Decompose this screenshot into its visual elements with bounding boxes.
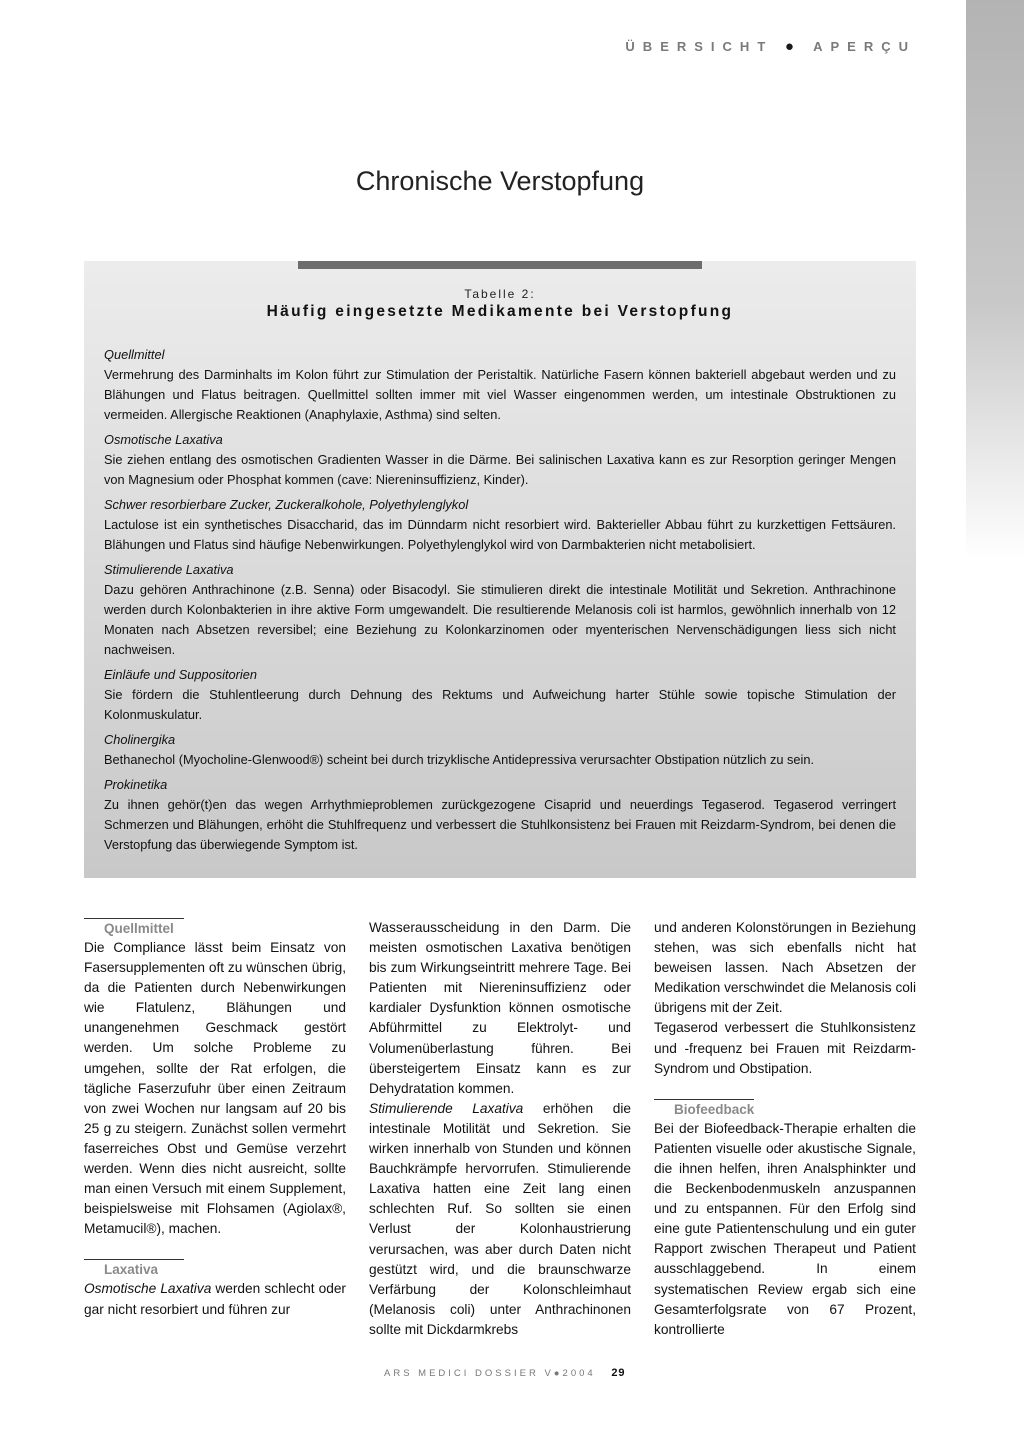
running-head-separator: ● [784, 38, 802, 55]
table-caption: Tabelle 2: [464, 287, 536, 301]
table-entry-text: Lactulose ist ein synthetisches Disaccharid, das im Dünndarm nicht resorbiert wird. Bakterieller Abbau führt zu kurzkettigen Fettsäuren. Blähungen und Flatus sind häufige Nebenwirkungen. Polyethylenglykol wird von Darmbakterien nicht metabolisiert. [104, 517, 896, 552]
paragraph-text: werden schlecht oder gar nicht resorbiert und führen zur [84, 1281, 346, 1317]
table-entry-text: Dazu gehören Anthrachinone (z.B. Senna) oder Bisacodyl. Sie stimulieren direkt die intestinale Motilität und Sekretion. Anthrachinone werden durch Kolonbakterien in ihre aktive Form umgewandelt. Die resultierende Melanosis coli ist harmlos, gewöhnlich innerhalb von 12 Monaten nach Absetzen reversibel; eine Beziehung zu Kolonkarzinomen oder myenterischen Nervenschädigungen liess sich nicht nachweisen. [104, 582, 896, 657]
section-heading-biofeedback: Biofeedback [654, 1099, 754, 1119]
table-body [104, 345, 896, 860]
table-entry-text: Vermehrung des Darminhalts im Kolon führt zur Stimulation der Peristaltik. Natürliche Fasern können bakteriell abgebaut werden und zu Blähungen und Flatus beitragen. Quellmittel sollten immer mit viel Wasser eingenommen werden, um intestinale Obstruktionen zu vermeiden. Allergische Reaktionen (Anaphylaxie, Asthma) sind selten. [104, 367, 896, 422]
paragraph: Bei der Biofeedback-Therapie erhalten die Patienten visuelle oder akustische Signale, die ihnen helfen, ihren Analsphinkter und die Beckenbodenmuskeln anzuspannen und zu entspannen. Für den Erfolg sind eine gute Patientenschulung und ein guter Rapport zwischen Therapeut und Patient ausschlaggebend. In einem systematischen Review ergab sich eine Gesamterfolgsrate von 67 Prozent, kontrollierte [654, 1120, 916, 1337]
table-top-bar [298, 261, 702, 269]
running-head [560, 38, 916, 55]
text-column-2 [369, 918, 631, 1340]
italic-term: Stimulierende Laxativa [369, 1100, 524, 1116]
section-heading-quellmittel: Quellmittel [84, 918, 184, 938]
table-entry-title: Quellmittel [104, 347, 165, 362]
running-head-left: ÜBERSICHT [625, 39, 774, 54]
table-entry [104, 345, 896, 425]
side-strip-decoration [966, 0, 1024, 560]
table-entry-title: Schwer resorbierbare Zucker, Zuckeralkohole, Polyethylenglykol [104, 497, 469, 512]
paragraph: und anderen Kolonstörungen in Beziehung stehen, was sich ebenfalls nicht hat beweisen lassen. Nach Absetzen der Medikation verschwindet die Melanosis coli übrigens mit der Zeit. [654, 920, 916, 1016]
table-entry-text: Zu ihnen gehör(t)en das wegen Arrhythmieproblemen zurückgezogene Cisaprid und neuerdings Tegaserod. Tegaserod verringert Schmerzen und Blähungen, erhöht die Stuhlfrequenz und verbessert die Stuhlkonsistenz bei Frauen mit Reizdarm-Syndrom, bei denen die Verstopfung das überwiegende Symptom ist. [104, 797, 896, 852]
section-heading-laxativa: Laxativa [84, 1259, 184, 1279]
table-entry-title: Osmotische Laxativa [104, 432, 223, 447]
table-entry-title: Stimulierende Laxativa [104, 562, 234, 577]
paragraph [369, 1099, 631, 1340]
table-entry [104, 730, 896, 770]
table-heading: Häufig eingesetzte Medikamente bei Verstopfung [266, 303, 734, 320]
running-head-right: APERÇU [813, 39, 916, 54]
italic-term: Osmotische Laxativa [84, 1281, 212, 1297]
footer-journal: ARS MEDICI DOSSIER V●2004 [384, 1368, 596, 1379]
page-footer [384, 1367, 684, 1379]
page-title: Chronische Verstopfung [355, 166, 645, 197]
table-entry-title: Cholinergika [104, 732, 176, 747]
paragraph [84, 1279, 346, 1319]
table-entry-title: Einläufe und Suppositorien [104, 667, 257, 682]
table-entry-text: Bethanechol (Myocholine-Glenwood®) scheint bei durch trizyklische Antidepressiva verursachter Obstipation nützlich zu sein. [104, 752, 815, 767]
table-entry-text: Sie fördern die Stuhlentleerung durch Dehnung des Rektums und Aufweichung harter Stühle sowie topische Stimulation der Kolonmuskulatur. [104, 687, 896, 722]
text-column-1 [84, 918, 346, 1320]
table-entry [104, 665, 896, 725]
paragraph: Tegaserod verbessert die Stuhlkonsistenz und -frequenz bei Frauen mit Reizdarm-Syndrom und Obstipation. [654, 1020, 916, 1076]
table-entry-title: Prokinetika [104, 777, 168, 792]
medication-table [84, 261, 916, 878]
paragraph: Die Compliance lässt beim Einsatz von Fasersupplementen oft zu wünschen übrig, da die Patienten durch Nebenwirkungen wie Flatulenz, Blähungen und unangenehmen Geschmack gestört werden. Um solche Probleme zu umgehen, sollte der Rat erfolgen, die tägliche Faserzufuhr über einen Zeitraum von zwei Wochen nur langsam auf 20 bis 25 g zu steigern. Zunächst sollen vermehrt faserreiches Obst und Gemüse verzehrt werden. Wenn dies nicht ausreicht, sollte man einen Versuch mit einem Supplement, beispielsweise mit Flohsamen (Agiolax®, Metamucil®), machen. [84, 940, 346, 1237]
table-entry [104, 495, 896, 555]
page-number: 29 [611, 1367, 626, 1379]
paragraph-text: erhöhen die intestinale Motilität und Sekretion. Sie wirken innerhalb von Stunden und können Bauchkrämpfe hervorrufen. Stimulierende Laxativa hatten eine Zeit lang einen schlechten Ruf. So sollten sie einen Verlust der Kolonhaustrierung verursachen, was aber durch Daten nicht gestützt wird, und die braunschwarze Verfärbung der Kolonschleimhaut (Melanosis coli) unter Anthrachinonen sollte mit Dickdarmkrebs [369, 1100, 631, 1337]
table-entry [104, 560, 896, 660]
table-entry [104, 775, 896, 855]
paragraph: Wasserausscheidung in den Darm. Die meisten osmotischen Laxativa benötigen bis zum Wirkungseintritt mehrere Tage. Bei Patienten mit Niereninsuffizienz oder kardialer Dysfunktion können osmotische Abführmittel zu Elektrolyt- und Volumenüberlastung führen. Bei übersteigertem Einsatz kann es zur Dehydratation kommen. [369, 920, 631, 1096]
text-column-3 [654, 918, 916, 1340]
table-entry-text: Sie ziehen entlang des osmotischen Gradienten Wasser in die Därme. Bei salinischen Laxativa kann es zur Resorption geringer Mengen von Magnesium oder Phosphat kommen (cave: Niereninsuffizienz, Kinder). [104, 452, 896, 487]
table-entry [104, 430, 896, 490]
